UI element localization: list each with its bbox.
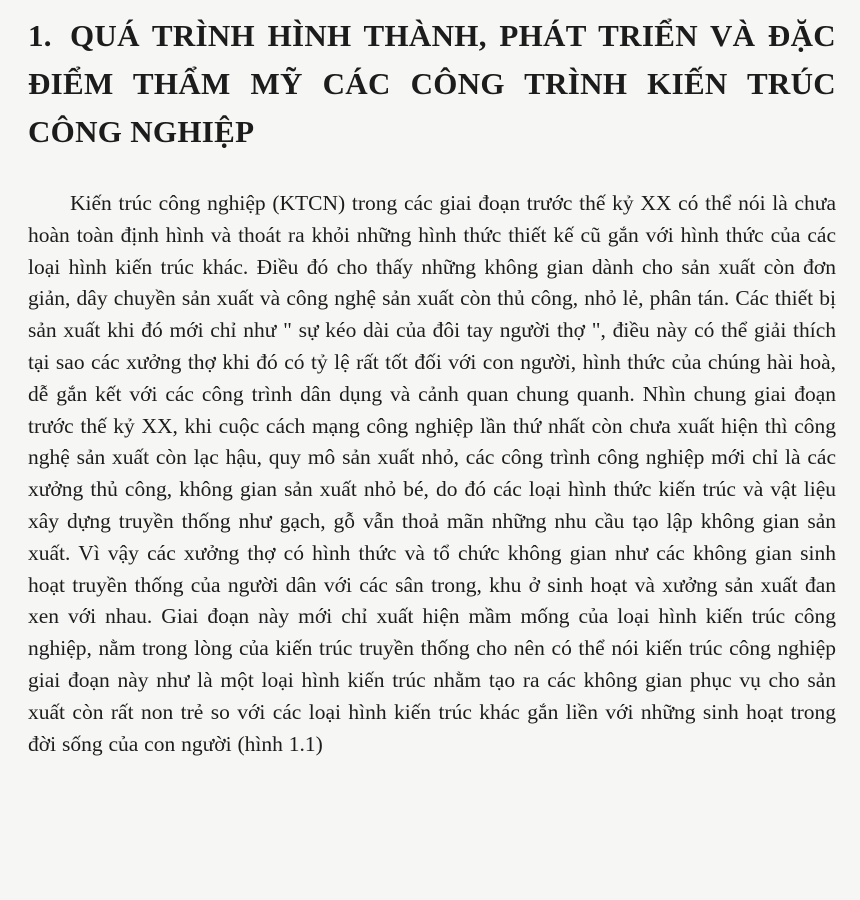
section-title: QUÁ TRÌNH HÌNH THÀNH, PHÁT TRIỂN VÀ ĐẶC ĐIỂM THẨM MỸ CÁC CÔNG TRÌNH KIẾN TRÚC CÔNG NGHIỆP	[28, 18, 836, 149]
section-number: 1.	[28, 18, 52, 53]
body-paragraph: Kiến trúc công nghiệp (KTCN) trong các giai đoạn trước thế kỷ XX có thể nói là chưa hoàn toàn định hình và thoát ra khỏi những hình thức thiết kế cũ gắn với hình thức của các loại hình kiến trúc khác. Điều đó cho thấy những không gian dành cho sản xuất còn đơn giản, dây chuyền sản xuất và công nghệ sản xuất còn thủ công, nhỏ lẻ, phân tán. Các thiết bị sản xuất khi đó mới chỉ như " sự kéo dài của đôi tay người thợ ", điều này có thể giải thích tại sao các xưởng thợ khi đó có tỷ lệ rất tốt đối với con người, hình thức của chúng hài hoà, dễ gắn kết với các công trình dân dụng và cảnh quan chung quanh. Nhìn chung giai đoạn trước thế kỷ XX, khi cuộc cách mạng công nghiệp lần thứ nhất còn chưa xuất hiện thì công nghệ sản xuất còn lạc hậu, quy mô sản xuất nhỏ, các công trình công nghiệp mới chỉ là các xưởng thủ công, không gian sản xuất nhỏ bé, do đó các loại hình thức kiến trúc và vật liệu xây dựng truyền thống như gạch, gỗ vẫn thoả mãn những nhu cầu tạo lập không gian sản xuất. Vì vậy các xưởng thợ có hình thức và tổ chức không gian như các không gian sinh hoạt truyền thống của người dân với các sân trong, khu ở sinh hoạt và xưởng sản xuất đan xen với nhau. Giai đoạn này mới chỉ xuất hiện mầm mống của loại hình kiến trúc công nghiệp, nằm trong lòng của kiến trúc truyền thống cho nên có thể nói kiến trúc công nghiệp giai đoạn này như là một loại hình kiến trúc nhằm tạo ra các không gian phục vụ cho sản xuất còn rất non trẻ so với các loại hình kiến trúc khác gắn liền với những sinh hoạt trong đời sống của con người (hình 1.1)	[28, 191, 836, 756]
section-heading	[28, 12, 836, 156]
